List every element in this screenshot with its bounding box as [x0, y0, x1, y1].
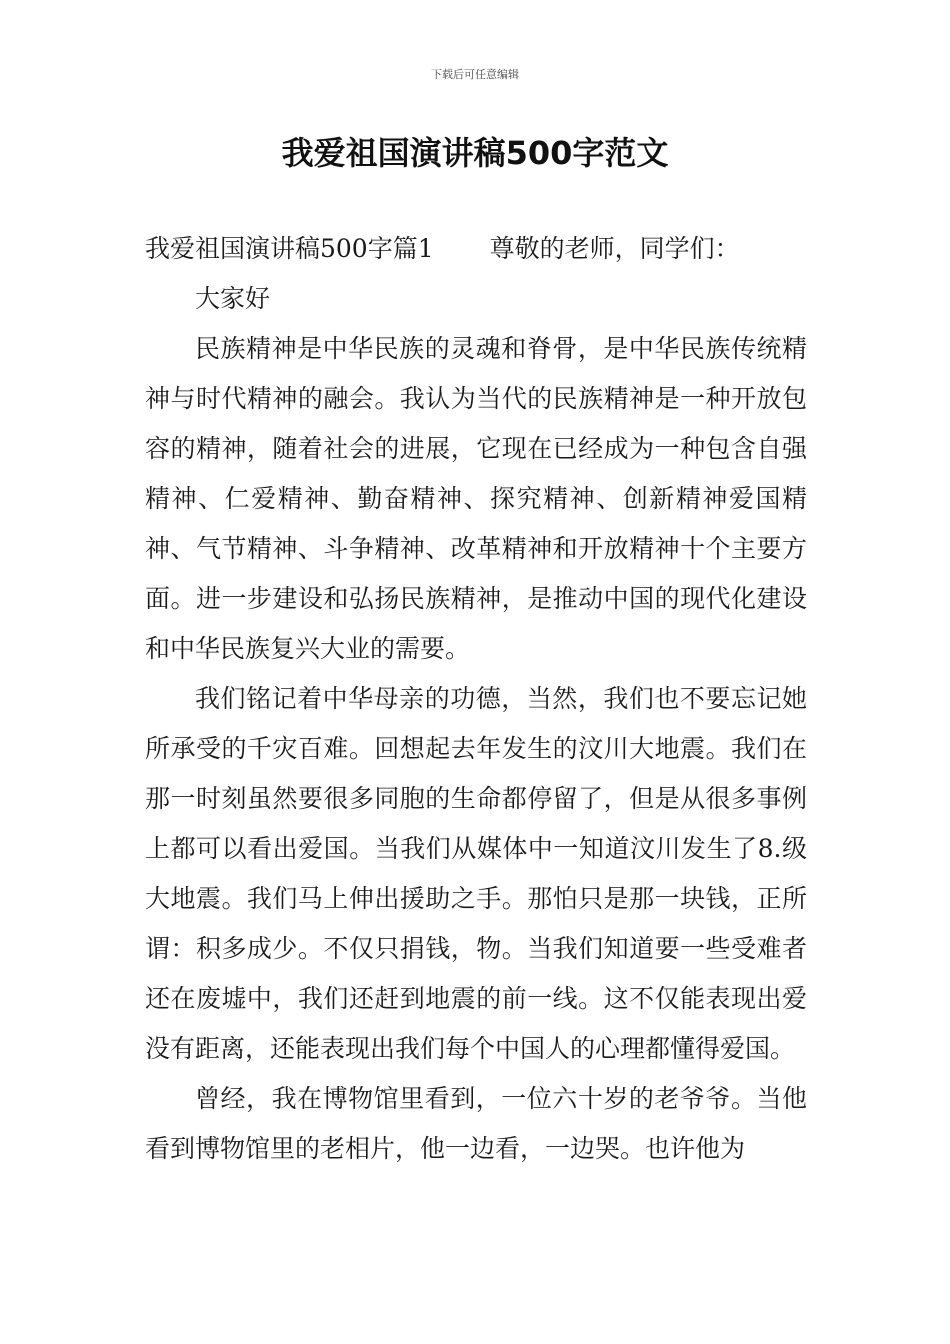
greeting: 大家好 [195, 284, 271, 313]
document-body [145, 224, 807, 1174]
download-note: 下载后可任意编辑 [431, 68, 519, 81]
paragraph-3: 曾经，我在博物馆里看到，一位六十岁的老爷爷。当他看到博物馆里的老相片，他一边看，一边哭。也许他为 [145, 1084, 807, 1163]
paragraph-1: 民族精神是中华民族的灵魂和脊骨，是中华民族传统精神与时代精神的融会。我认为当代的民族精神是一种开放包容的精神，随着社会的进展，它现在已经成为一种包含自强精神、仁爱精神、勤奋精神、探究精神、创新精神爱国精神、气节精神、斗争精神、改革精神和开放精神十个主要方面。进一步建设和弘扬民族精神，是推动中国的现代化建设和中华民族复兴大业的需要。 [145, 334, 807, 663]
intro-line [145, 224, 807, 274]
salutation: 尊敬的老师，同学们： [489, 234, 740, 263]
paragraph-2: 我们铭记着中华母亲的功德，当然，我们也不要忘记她所承受的千灾百难。回想起去年发生的汶川大地震。我们在那一时刻虽然要很多同胞的生命都停留了，但是从很多事例上都可以看出爱国。当我们从媒体中一知道汶川发生了8.级大地震。我们马上伸出援助之手。那怕只是那一块钱，正所谓：积多成少。不仅只捐钱，物。当我们知道要一些受难者还在废墟中，我们还赶到地震的前一线。这不仅能表现出爱没有距离，还能表现出我们每个中国人的心理都懂得爱国。 [145, 684, 807, 1063]
document-title: 我爱祖国演讲稿500字范文 [281, 134, 669, 172]
speech-heading: 我爱祖国演讲稿500字篇1 [145, 234, 434, 263]
